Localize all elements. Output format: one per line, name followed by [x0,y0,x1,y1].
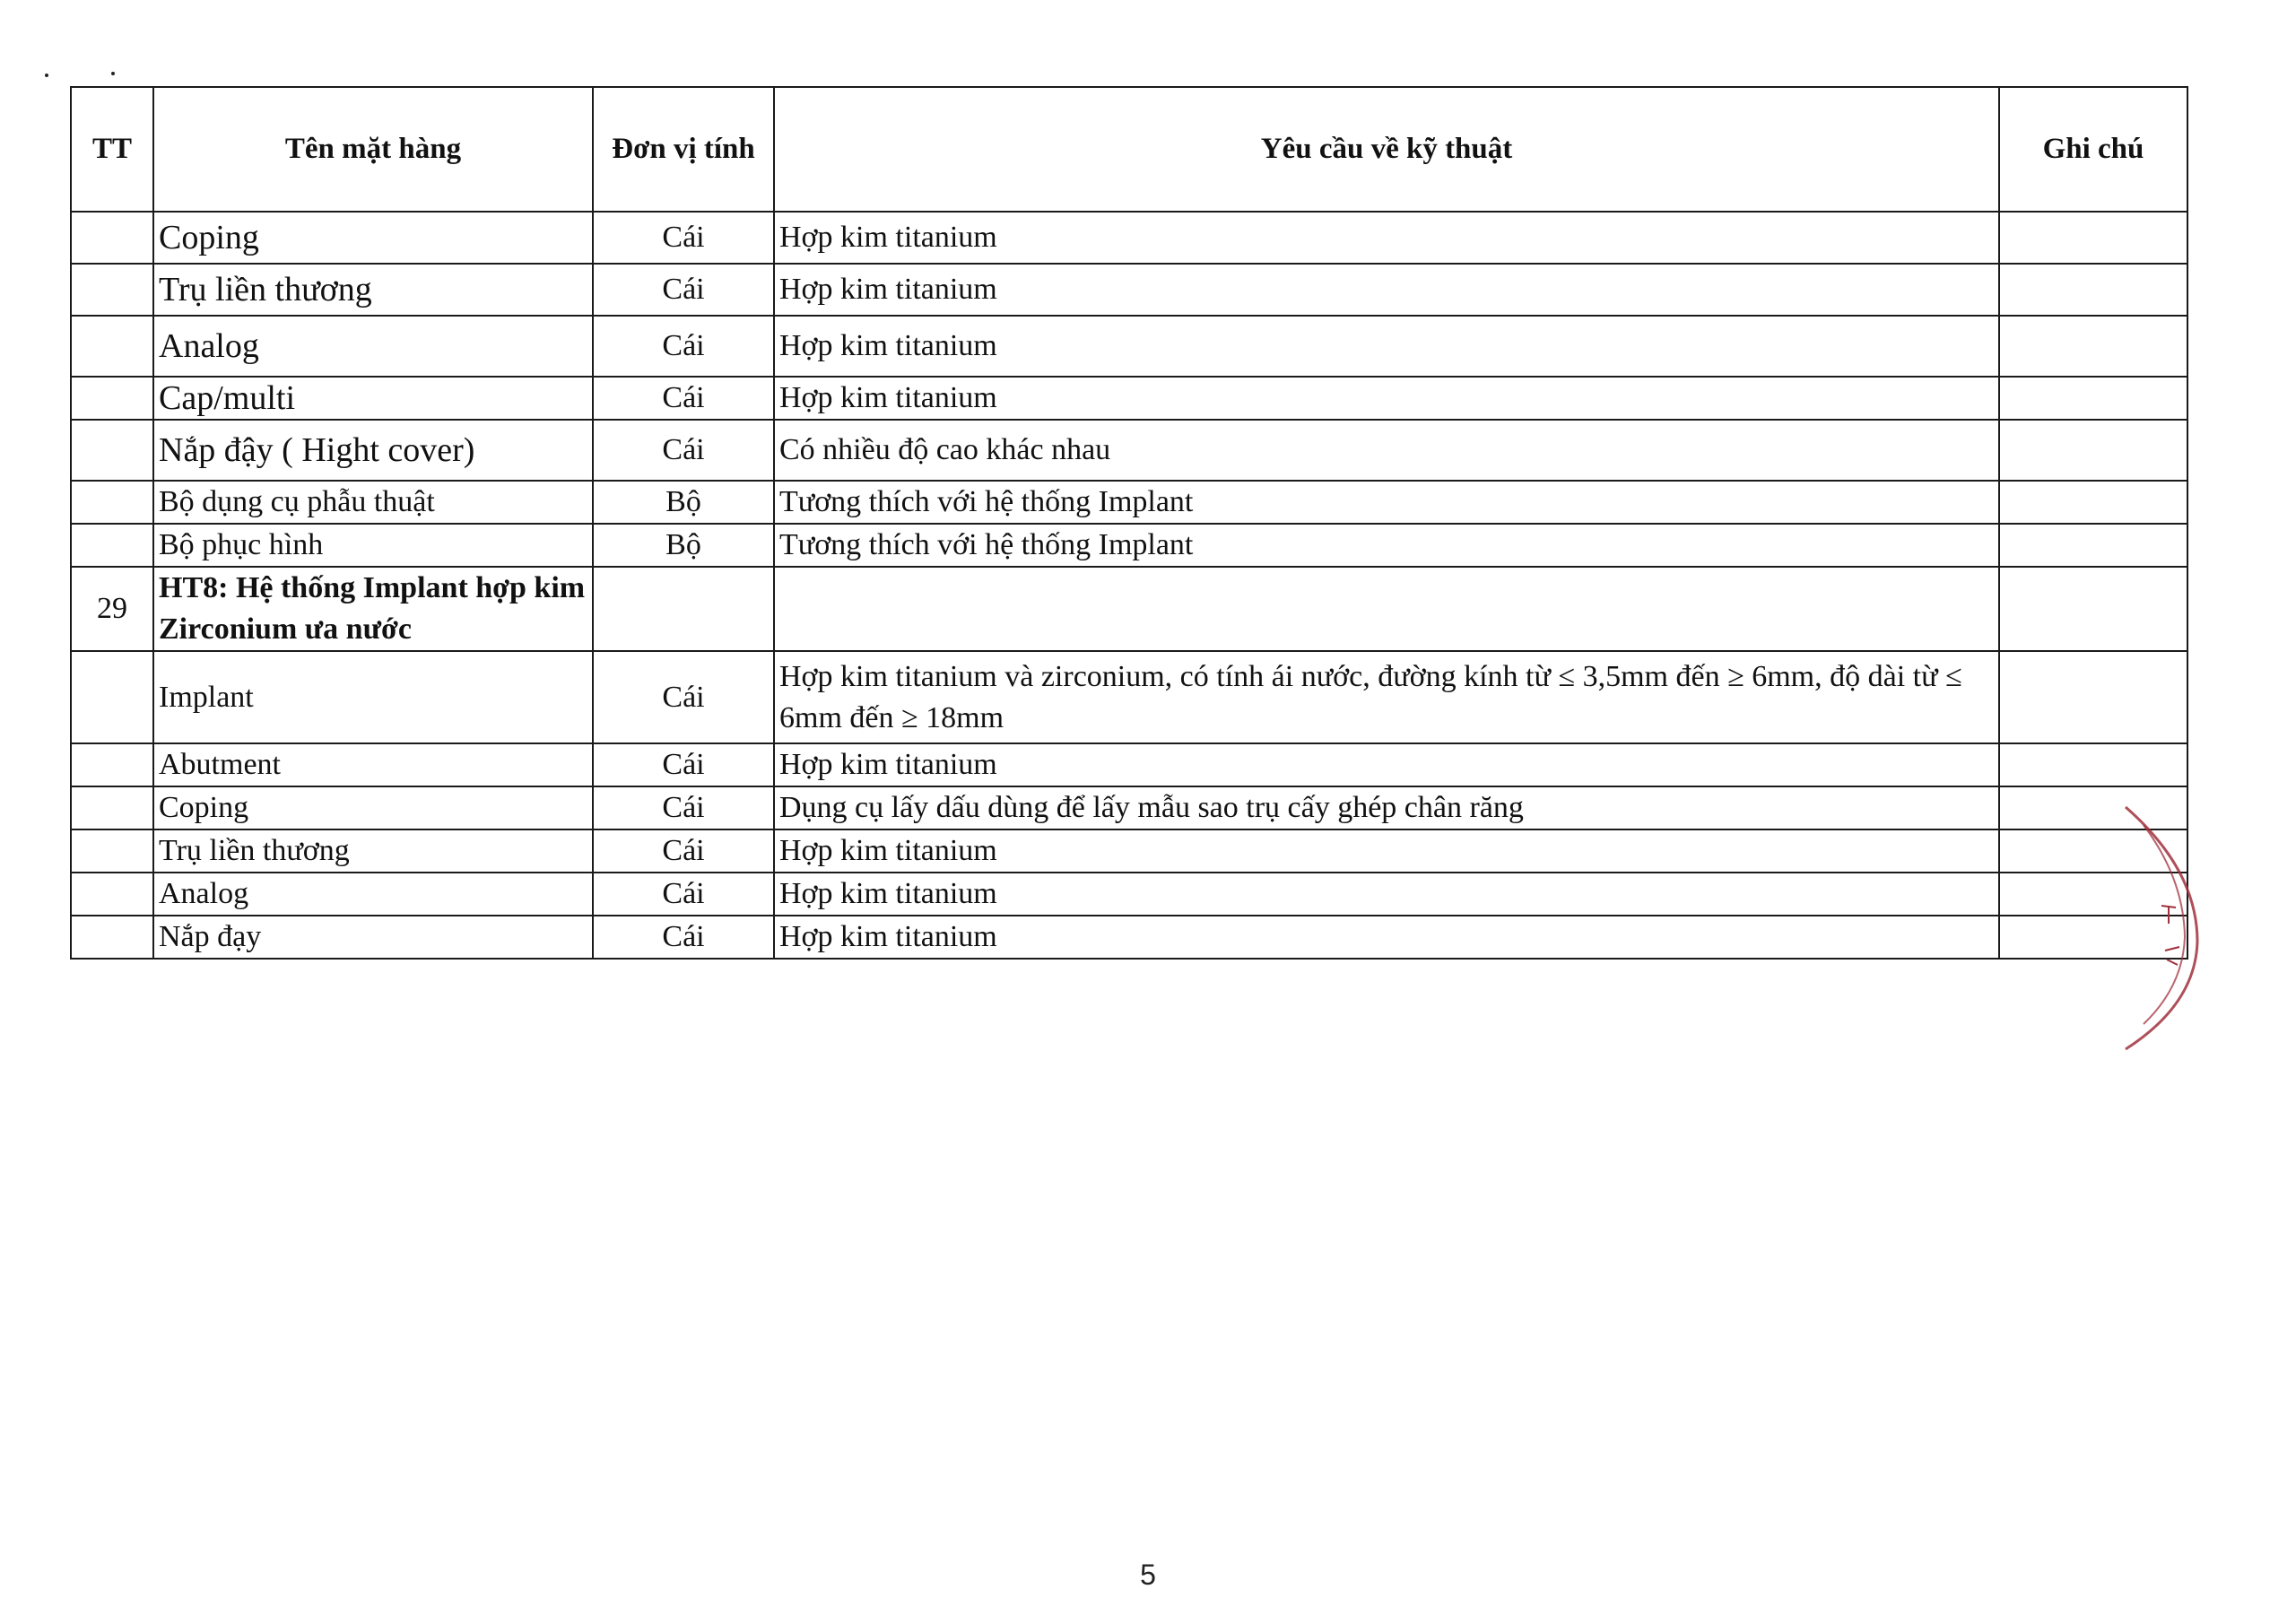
cell-tt [71,212,153,264]
cell-spec: Có nhiều độ cao khác nhau [774,420,1999,481]
cell-spec: Hợp kim titanium [774,212,1999,264]
table-row [71,829,2187,873]
cell-unit: Cái [593,264,774,316]
cell-note [1999,420,2187,481]
stamp-mark [2165,947,2179,965]
header-note: Ghi chú [1999,87,2187,212]
cell-note [1999,264,2187,316]
cell-spec: Hợp kim titanium [774,377,1999,420]
scan-dot [45,74,48,77]
cell-section-name: HT8: Hệ thống Implant hợp kim Zirconium ưa nước [153,567,593,651]
table-row [71,420,2187,481]
cell-unit: Bộ [593,481,774,524]
cell-unit: Cái [593,916,774,959]
header-unit: Đơn vị tính [593,87,774,212]
scan-dot [111,72,115,75]
page-number: 5 [1140,1559,1156,1591]
stamp-mark [2161,906,2176,924]
cell-tt [71,420,153,481]
cell-name: Nắp đậy ( Hight cover) [153,420,593,481]
table-row [71,316,2187,377]
table-row [71,212,2187,264]
table-row [71,873,2187,916]
cell-name: Cap/multi [153,377,593,420]
cell-unit: Cái [593,316,774,377]
cell-spec: Tương thích với hệ thống Implant [774,524,1999,567]
cell-note [1999,377,2187,420]
cell-note [1999,212,2187,264]
cell-name: Bộ dụng cụ phẫu thuật [153,481,593,524]
cell-tt [71,377,153,420]
table-row [71,916,2187,959]
cell-tt [71,916,153,959]
cell-tt [71,651,153,743]
cell-unit [593,567,774,651]
cell-name: Coping [153,786,593,829]
cell-note [1999,481,2187,524]
cell-name: Trụ liền thương [153,264,593,316]
cell-spec: Hợp kim titanium [774,916,1999,959]
cell-unit: Cái [593,212,774,264]
cell-unit: Cái [593,651,774,743]
cell-tt [71,524,153,567]
red-stamp-fragment [2090,789,2215,1058]
cell-tt [71,481,153,524]
header-spec: Yêu cầu về kỹ thuật [774,87,1999,212]
cell-name: Analog [153,873,593,916]
cell-unit: Cái [593,377,774,420]
table-row [71,481,2187,524]
header-tt: TT [71,87,153,212]
cell-spec: Hợp kim titanium [774,316,1999,377]
table-row [71,651,2187,743]
table-row [71,743,2187,786]
cell-tt [71,264,153,316]
cell-unit: Cái [593,743,774,786]
technical-requirements-table [70,86,2188,960]
cell-spec: Hợp kim titanium [774,873,1999,916]
cell-name: Bộ phục hình [153,524,593,567]
cell-note [1999,743,2187,786]
stamp-arc [2126,807,2197,1049]
cell-note [1999,316,2187,377]
cell-tt [71,743,153,786]
cell-spec: Hợp kim titanium [774,829,1999,873]
cell-spec: Hợp kim titanium và zirconium, có tính ái nước, đường kính từ ≤ 3,5mm đến ≥ 6mm, độ dài từ ≤ 6mm đến ≥ 18mm [774,651,1999,743]
header-name: Tên mặt hàng [153,87,593,212]
table-row [71,377,2187,420]
cell-tt [71,316,153,377]
table-row [71,524,2187,567]
table-row [71,786,2187,829]
cell-note [1999,524,2187,567]
cell-unit: Cái [593,873,774,916]
cell-spec: Dụng cụ lấy dấu dùng để lấy mẫu sao trụ cấy ghép chân răng [774,786,1999,829]
cell-spec [774,567,1999,651]
cell-unit: Cái [593,829,774,873]
cell-name: Analog [153,316,593,377]
cell-tt [71,873,153,916]
cell-note [1999,651,2187,743]
stamp-inner-arc [2144,825,2185,1024]
table-row [71,264,2187,316]
cell-spec: Hợp kim titanium [774,743,1999,786]
cell-unit: Cái [593,420,774,481]
cell-name: Abutment [153,743,593,786]
cell-tt [71,829,153,873]
cell-spec: Tương thích với hệ thống Implant [774,481,1999,524]
cell-name: Nắp đạy [153,916,593,959]
cell-name: Coping [153,212,593,264]
table-header-row [71,87,2187,212]
cell-tt: 29 [71,567,153,651]
cell-tt [71,786,153,829]
cell-note [1999,567,2187,651]
table-section-row [71,567,2187,651]
cell-spec: Hợp kim titanium [774,264,1999,316]
cell-unit: Bộ [593,524,774,567]
cell-name: Implant [153,651,593,743]
cell-name: Trụ liền thương [153,829,593,873]
cell-unit: Cái [593,786,774,829]
